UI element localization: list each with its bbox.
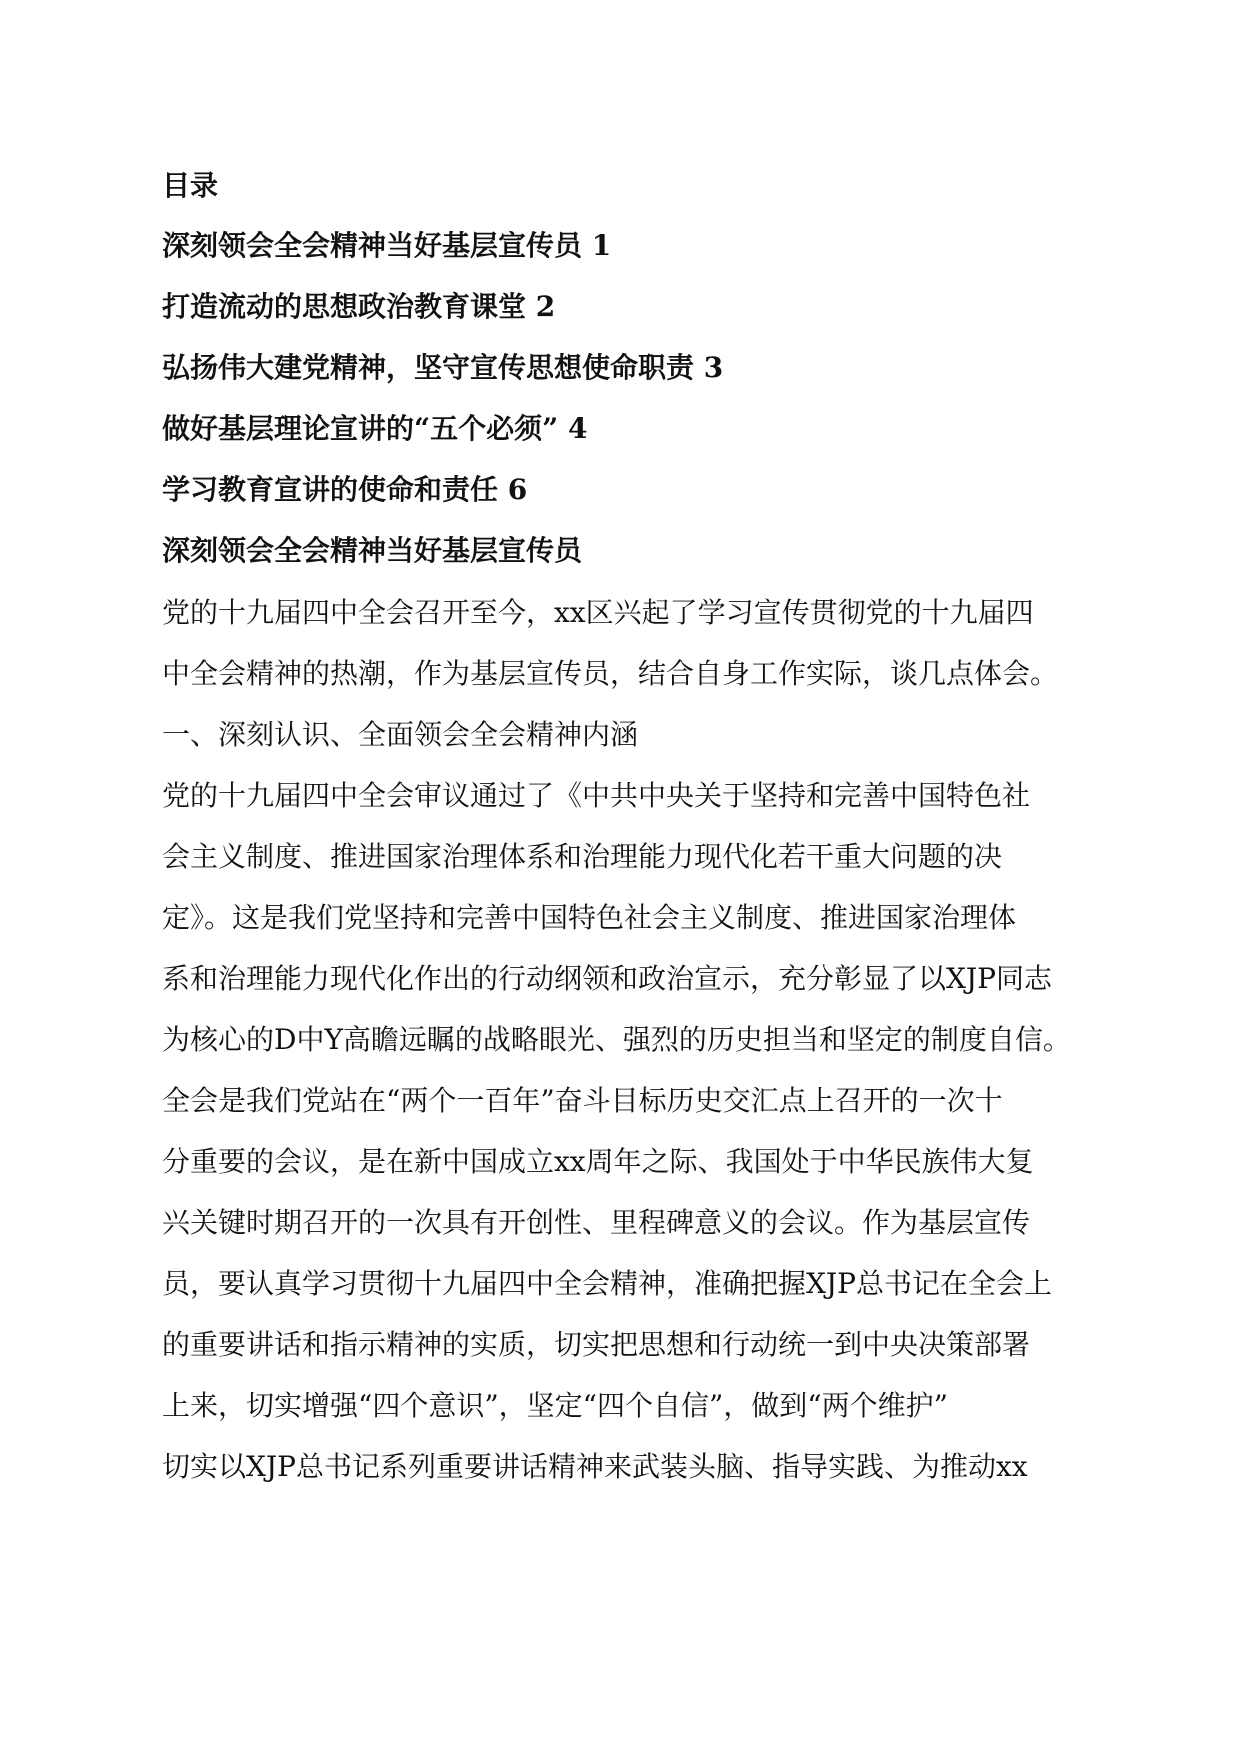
- body-line: 定》。这是我们党坚持和完善中国特色社会主义制度、推进国家治理体: [162, 901, 1017, 934]
- toc-item[interactable]: 做好基层理论宣讲的“五个必须” 4: [162, 412, 588, 445]
- body-line: 的重要讲话和指示精神的实质，切实把思想和行动统一到中央决策部署: [162, 1328, 1031, 1361]
- body-line: 党的十九届四中全会审议通过了《中共中央关于坚持和完善中国特色社: [162, 779, 1031, 812]
- document-page: [162, 168, 1112, 1510]
- body-line: 切实以XJP总书记系列重要讲话精神来武装头脑、指导实践、为推动xx: [162, 1450, 1028, 1483]
- section-heading: 一、深刻认识、全面领会全会精神内涵: [162, 718, 639, 751]
- body-line: 全会是我们党站在“两个一百年”奋斗目标历史交汇点上召开的一次十: [162, 1084, 1003, 1117]
- body-line: 为核心的D中Y高瞻远瞩的战略眼光、强烈的历史担当和坚定的制度自信。: [162, 1023, 1071, 1056]
- body-line: 上来，切实增强“四个意识”，坚定“四个自信”，做到“两个维护”: [162, 1389, 948, 1422]
- body-line: 会主义制度、推进国家治理体系和治理能力现代化若干重大问题的决: [162, 840, 1003, 873]
- toc-title: 目录: [162, 169, 219, 202]
- body-line: 系和治理能力现代化作出的行动纲领和政治宣示，充分彰显了以XJP同志: [162, 962, 1053, 995]
- toc-item[interactable]: 深刻领会全会精神当好基层宣传员 1: [162, 229, 612, 262]
- toc-item[interactable]: 弘扬伟大建党精神，坚守宣传思想使命职责 3: [162, 351, 724, 384]
- article-title: 深刻领会全会精神当好基层宣传员: [162, 534, 583, 567]
- table-of-contents: [162, 228, 1112, 508]
- body-line: 兴关键时期召开的一次具有开创性、里程碑意义的会议。作为基层宣传: [162, 1206, 1031, 1239]
- toc-item[interactable]: 打造流动的思想政治教育课堂 2: [162, 290, 556, 323]
- body-line: 分重要的会议，是在新中国成立xx周年之际、我国处于中华民族伟大复: [162, 1145, 1034, 1178]
- body-line: 员，要认真学习贯彻十九届四中全会精神，准确把握XJP总书记在全会上: [162, 1267, 1053, 1300]
- toc-item[interactable]: 学习教育宣讲的使命和责任 6: [162, 473, 528, 506]
- body-line: 中全会精神的热潮，作为基层宣传员，结合自身工作实际，谈几点体会。: [162, 657, 1059, 690]
- article-body: [162, 595, 1112, 1485]
- body-line: 党的十九届四中全会召开至今，xx区兴起了学习宣传贯彻党的十九届四: [162, 596, 1034, 629]
